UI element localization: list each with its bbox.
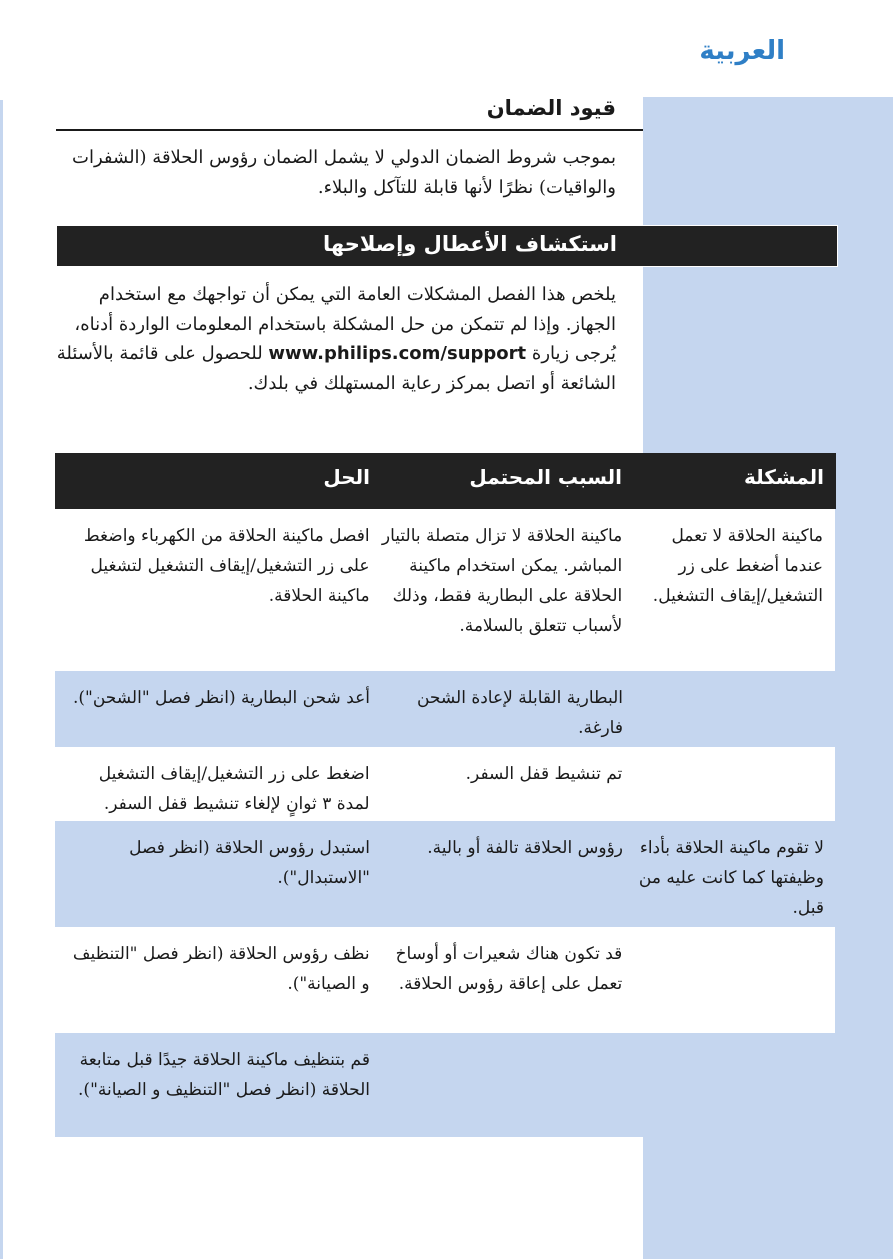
table-row [55,747,836,821]
cause-cell: البطارية القابلة لإعادة الشحن فارغة. [416,688,623,738]
header-cause: السبب المحتمل [469,465,622,489]
solution-cell: استبدل رؤوس الحلاقة (انظر فصل "الاستبدال"). [129,838,370,888]
warranty-title-rule [56,129,643,131]
problem-cell [633,1033,836,1137]
table-row [55,671,836,747]
header-problem: المشكلة [743,465,824,489]
table-header-row [55,453,836,509]
cause-cell: قد تكون هناك شعيرات أو أوساخ تعمل على إعاقة رؤوس الحلاقة. [395,944,623,994]
header-solution: الحل [323,465,370,489]
solution-cell: قم بتنظيف ماكينة الحلاقة جيدًا قبل متابعة الحلاقة (انظر فصل "التنظيف و الصيانة"). [78,1050,370,1100]
cause-cell: تم تنشيط قفل السفر. [465,764,623,784]
cause-cell: ماكينة الحلاقة لا تزال متصلة بالتيار المباشر. يمكن استخدام ماكينة الحلاقة على البطارية فقط، وذلك لأسباب تتعلق بالسلامة. [381,526,623,636]
problem-cell: لا تقوم ماكينة الحلاقة بأداء وظيفتها كما كانت عليه من قبل. [638,838,824,918]
table-row [55,927,836,1033]
problem-cell [633,671,836,747]
table-row [55,821,836,927]
troubleshooting-intro [46,280,616,398]
warranty-title: قيود الضمان [486,96,616,120]
cause-cell: رؤوس الحلاقة تالفة أو بالية. [427,838,623,858]
cause-cell [380,1033,633,1137]
problem-cell [632,747,835,821]
troubleshooting-header-bar [56,225,838,267]
troubleshooting-table [55,453,836,1137]
warranty-paragraph: بموجب شروط الضمان الدولي لا يشمل الضمان رؤوس الحلاقة (الشفرات والواقيات) نظرًا لأنها قابلة للتآكل والبلاء. [72,147,616,198]
solution-cell: افصل ماكينة الحلاقة من الكهرباء واضغط على زر التشغيل/إيقاف التشغيل لتشغيل ماكينة الحلاقة. [83,526,370,606]
table-row [55,1033,836,1137]
solution-cell: اضغط على زر التشغيل/إيقاف التشغيل لمدة ٣ ثوانٍ لإلغاء تنشيط قفل السفر. [98,764,370,814]
solution-cell: نظف رؤوس الحلاقة (انظر فصل "التنظيف و الصيانة"). [72,944,370,994]
problem-cell [632,927,835,1033]
solution-cell: أعد شحن البطارية (انظر فصل "الشحن"). [73,688,370,708]
language-label: العربية [699,36,785,66]
intro-text-after-url: للحصول على قائمة بالأسئلة الشائعة أو اتصل بمركز رعاية المستهلك في بلدك. [56,343,616,394]
intro-text-before-url: يلخص هذا الفصل المشكلات العامة التي يمكن أن تواجهك مع استخدام الجهاز. وإذا لم تتمكن من حل المشكلة باستخدام المعلومات الواردة أدناه، يُرجى زيارة [74,284,616,364]
problem-cell: ماكينة الحلاقة لا تعمل عندما أضغط على زر التشغيل/إيقاف التشغيل. [652,526,823,606]
table-row [55,509,836,671]
support-url[interactable]: www.philips.com/support [268,343,527,364]
page-edge-rule [0,100,3,1259]
troubleshooting-title: استكشاف الأعطال وإصلاحها [322,232,617,256]
